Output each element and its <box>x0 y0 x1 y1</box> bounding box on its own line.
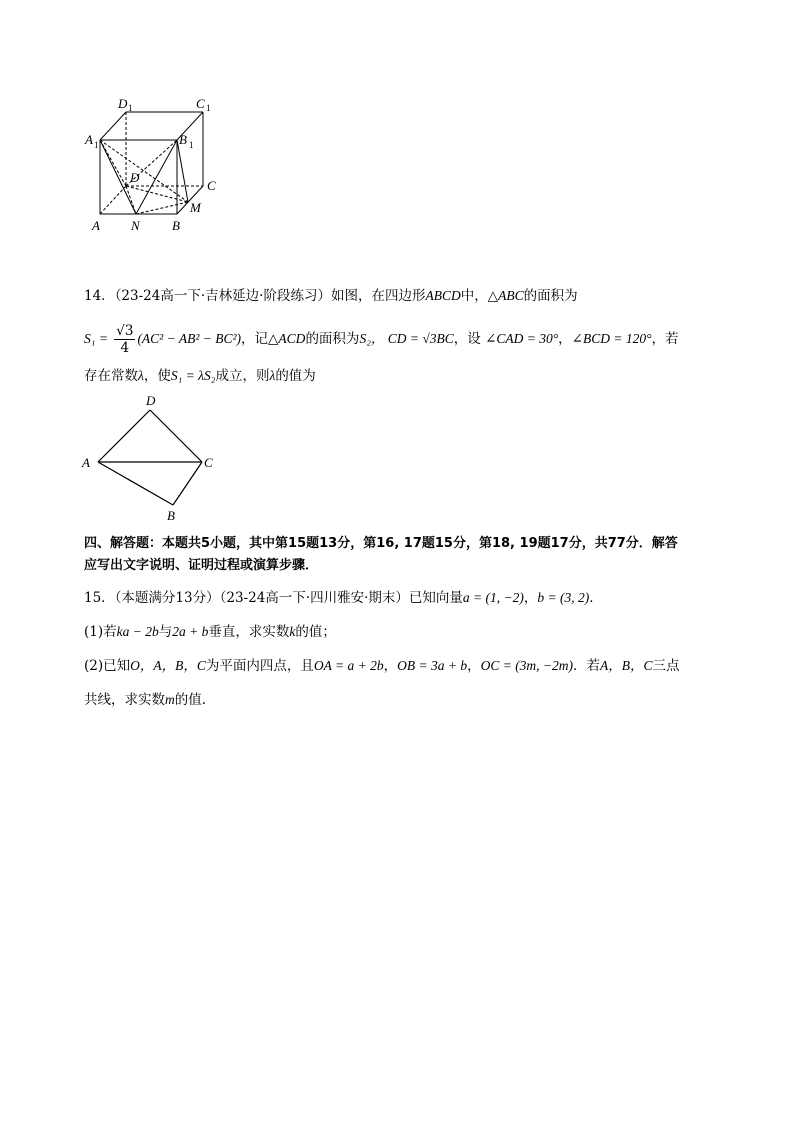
q14-line2: S₁ = $\frac{√3}{4}$ (AC² − AB² − BC²)，记△ACD的面积为S₂， CD = √3BC，设 ∠CAD = 30°，∠BCD = 120°，若 <box>84 323 679 356</box>
q15-line1 <box>84 588 603 608</box>
q14-text: ，使 <box>143 368 171 384</box>
label-a: A <box>92 218 100 233</box>
q15-part1 <box>84 622 336 642</box>
label-d: D <box>130 170 140 185</box>
q15-text: 的值. <box>174 692 207 708</box>
q14-lambda: λ <box>269 368 276 383</box>
segment-a1m-hidden <box>100 140 188 202</box>
segment-nb1 <box>136 140 177 214</box>
q14-source: （23-24高一下·吉林延边·阶段练习） <box>114 288 331 304</box>
label-c1-sub: 1 <box>206 103 211 113</box>
fraction-numerator: √3 <box>116 323 134 339</box>
fraction-denominator: 4 <box>120 340 130 356</box>
q15-text: ．若 <box>573 658 601 674</box>
q14-text: ，记 <box>241 331 269 347</box>
q14-text: 成立，则 <box>215 368 270 384</box>
q15-text: 已知向量 <box>408 590 463 606</box>
quadrilateral-figure <box>80 392 230 524</box>
q15-text: 的值； <box>295 624 336 640</box>
q14-line3 <box>84 366 316 386</box>
q14-fraction <box>114 323 135 356</box>
edge-a1d1 <box>100 112 126 140</box>
q15-expr-ka-2b: ka − 2b <box>116 624 159 639</box>
q14-text: 的值为 <box>275 368 316 384</box>
q14-s1-equation: S₁ = λS₂ <box>170 368 216 383</box>
q15-part2-line2 <box>84 690 206 710</box>
label-b1: B <box>179 132 187 147</box>
label-a1: A <box>85 132 93 147</box>
label-c1: C <box>196 96 205 111</box>
q15-text: 共线，求实数 <box>84 692 165 708</box>
q14-text: ，若 <box>651 331 679 347</box>
side-ad <box>98 410 150 462</box>
q15-text: (1)若 <box>84 624 117 640</box>
label-c: C <box>204 455 213 470</box>
q14-cd-condition: ， CD = √3BC <box>370 331 454 346</box>
q14-text: 的面积为 <box>305 331 360 347</box>
q14-text: ，设 <box>453 331 481 347</box>
label-b: B <box>167 508 175 523</box>
segment-a1d-hidden <box>100 140 126 186</box>
q14-lambda: λ <box>138 368 144 383</box>
label-a: A <box>82 455 90 470</box>
q14-angle-bcd: ∠BCD = 120° <box>571 331 652 346</box>
side-dc <box>150 410 202 462</box>
q15-text: 垂直，求实数 <box>208 624 290 640</box>
label-d1: D <box>118 96 128 111</box>
q14-triangle-abc: △ABC <box>487 288 524 303</box>
q15-vector-a: a = (1, −2) <box>462 590 524 605</box>
q15-points-abc: A，B，C <box>600 658 653 673</box>
segment-b1m <box>177 140 188 202</box>
q15-text: 与 <box>158 624 173 640</box>
q15-vector-oa: OA = a + 2b <box>313 658 384 673</box>
q14-text: 存在常数 <box>84 368 138 384</box>
q15-text: (2)已知 <box>84 658 131 674</box>
side-ab <box>98 462 173 505</box>
q15-number: 15． <box>84 590 115 606</box>
label-b1-sub: 1 <box>189 140 194 150</box>
section4-line1: 四、解答题：本题共5小题，其中第15题13分，第16, 17题15分，第18, 19题17分，共77分．解答 <box>84 536 678 551</box>
side-bc <box>173 462 202 505</box>
label-c: C <box>207 178 216 193</box>
q15-text: ． <box>589 590 603 606</box>
q14-number: 14． <box>84 288 115 304</box>
segment-nm-hidden <box>136 202 188 214</box>
q15-vector-b: b = (3, 2) <box>537 590 590 605</box>
q15-expr-2a-b: 2a + b <box>172 624 209 639</box>
q15-points: O，A，B，C <box>130 658 206 673</box>
label-a1-sub: 1 <box>94 140 99 150</box>
q14-angle-cad: ∠CAD = 30° <box>485 331 559 346</box>
q14-text: 中， <box>460 288 488 304</box>
q14-line1 <box>84 286 578 306</box>
q14-s1-expression: (AC² − AB² − BC²) <box>137 331 242 346</box>
q14-s2: S₂ <box>359 331 371 346</box>
q14-text: 的面积为 <box>523 288 578 304</box>
q15-m: m <box>165 692 175 707</box>
q15-text: 为平面内四点，且 <box>205 658 314 674</box>
edge-ad-hidden <box>100 186 126 214</box>
q15-vector-ob: OB = 3a + b <box>397 658 468 673</box>
q15-k: k <box>289 624 296 639</box>
q15-text: ， <box>523 590 538 606</box>
cube-figure <box>80 92 230 234</box>
q14-quad: ABCD <box>425 288 461 303</box>
q14-text: 如图，在四边形 <box>330 288 426 304</box>
q15-score: （本题满分13分） <box>114 590 220 606</box>
q15-source: （23-24高一下·四川雅安·期末） <box>219 590 409 606</box>
label-d: D <box>146 393 156 408</box>
segment-dm-hidden <box>126 186 188 202</box>
q15-text: 三点 <box>652 658 680 674</box>
segment-dn-hidden <box>126 186 136 214</box>
label-d1-sub: 1 <box>128 103 133 113</box>
q15-vector-oc: OC = (3m, −2m) <box>480 658 574 673</box>
label-n: N <box>131 218 140 233</box>
section4-line2: 应写出文字说明、证明过程或演算步骤． <box>84 558 319 573</box>
label-m: M <box>190 200 201 215</box>
q15-part2-line1: (2)已知O，A，B，C为平面内四点，且OA = a + 2b，OB = 3a + b，OC = (3m, −2m)．若A，B，C三点 <box>84 658 680 674</box>
q14-triangle-acd: △ACD <box>268 331 306 346</box>
q14-s1: S₁ = <box>84 331 108 346</box>
label-b: B <box>172 218 180 233</box>
